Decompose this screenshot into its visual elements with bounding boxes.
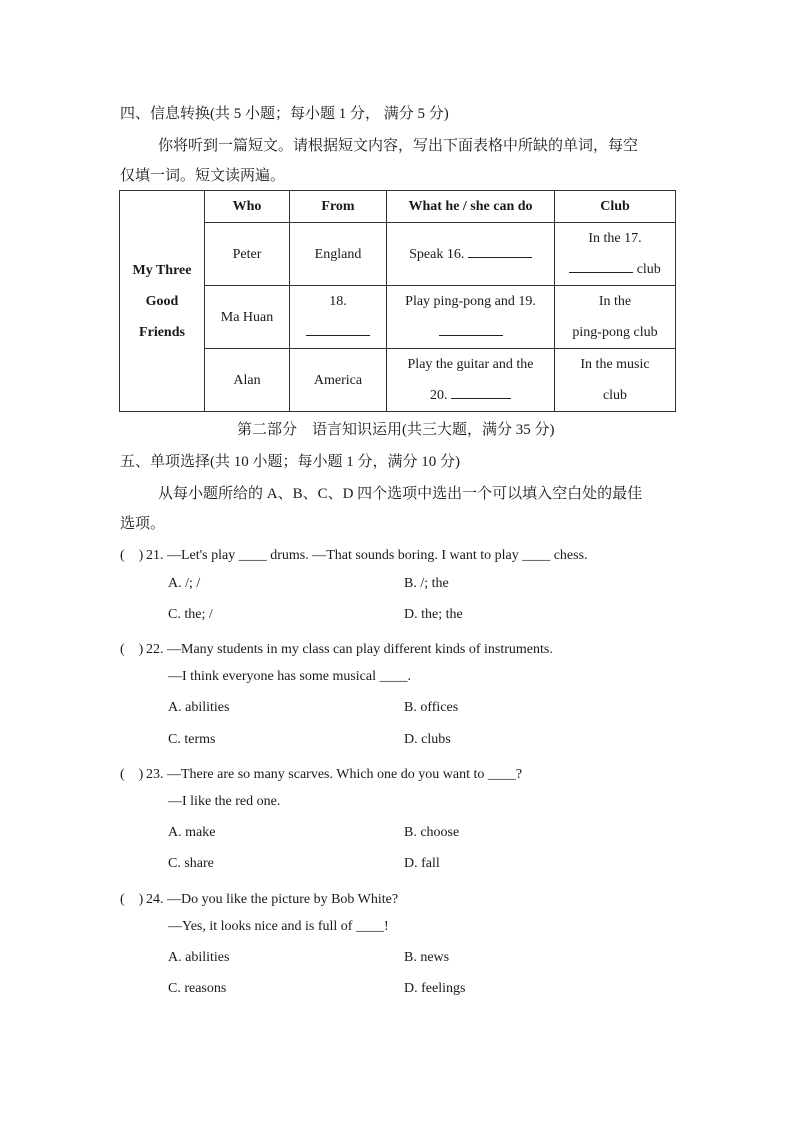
section5-instruction-line1: 从每小题所给的 A、B、C、D 四个选项中选出一个可以填入空白处的最佳 [158, 486, 643, 502]
club-line1: In the music [580, 357, 650, 372]
cell-from [290, 286, 387, 349]
option-d[interactable]: D. fall [404, 856, 440, 871]
question-24 [120, 888, 398, 908]
section4-title: 四、信息转换(共 5 小题；每小题 1 分， 满分 5 分) [120, 106, 449, 122]
club-line2: club [636, 262, 661, 277]
answer-paren[interactable]: ( ) [120, 548, 144, 563]
blank-16-label: Speak 16. [409, 246, 465, 262]
question-stem: 22. —Many students in my class can play different kinds of instruments. [146, 642, 553, 657]
option-c[interactable]: C. the; / [168, 607, 213, 622]
cell-who: Peter [205, 223, 290, 286]
cell-from: America [290, 349, 387, 412]
answer-blank-20[interactable] [451, 384, 511, 399]
section5-instruction-line2: 选项。 [120, 516, 166, 532]
part2-title: 第二部分 语言知识运用(共三大题，满分 35 分) [237, 422, 555, 438]
answer-paren[interactable]: ( ) [120, 892, 144, 907]
option-c[interactable]: C. reasons [168, 981, 227, 996]
option-d[interactable]: D. clubs [404, 732, 451, 747]
section4-instruction-line1: 你将听到一篇短文。请根据短文内容，写出下面表格中所缺的单词，每空 [158, 138, 639, 154]
can-do-line1: Play the guitar and the [407, 357, 534, 372]
header-who: Who [205, 191, 290, 223]
question-22 [120, 638, 553, 658]
header-club: Club [555, 191, 676, 223]
option-a[interactable]: A. abilities [168, 700, 230, 715]
option-a[interactable]: A. make [168, 825, 216, 840]
club-line1: In the [598, 294, 632, 309]
answer-blank-17[interactable] [569, 258, 633, 273]
cell-from: England [290, 223, 387, 286]
cell-club [555, 223, 676, 286]
header-can-do: What he / she can do [387, 191, 555, 223]
question-stem: 24. —Do you like the picture by Bob White? [146, 892, 399, 907]
question-reply: —I think everyone has some musical ____. [168, 669, 412, 684]
answer-paren[interactable]: ( ) [120, 642, 144, 657]
info-table [119, 190, 676, 412]
option-d[interactable]: D. feelings [404, 981, 466, 996]
cell-can-do [387, 223, 555, 286]
question-stem: 23. —There are so many scarves. Which one do you want to ____? [146, 767, 523, 782]
question-21 [120, 544, 588, 564]
cell-can-do [387, 286, 555, 349]
option-a[interactable]: A. /; / [168, 576, 201, 591]
club-line2: club [602, 388, 628, 403]
cell-who: Ma Huan [205, 286, 290, 349]
question-reply: —Yes, it looks nice and is full of ____! [168, 919, 389, 934]
row-label-line1: My Three [132, 262, 192, 278]
answer-blank-16[interactable] [468, 243, 532, 258]
cell-who: Alan [205, 349, 290, 412]
answer-blank-18[interactable] [306, 321, 370, 336]
row-label-line2: Good [145, 293, 179, 309]
header-from: From [290, 191, 387, 223]
table-row-label [120, 191, 205, 412]
option-b[interactable]: B. news [404, 950, 450, 965]
option-b[interactable]: B. /; the [404, 576, 449, 591]
cell-can-do [387, 349, 555, 412]
question-reply: —I like the red one. [168, 794, 281, 809]
club-line1: In the 17. [588, 231, 642, 246]
cell-club [555, 286, 676, 349]
question-23 [120, 763, 522, 783]
option-b[interactable]: B. offices [404, 700, 459, 715]
can-do-line1: Play ping-pong and 19. [405, 294, 536, 309]
row-label-line3: Friends [139, 324, 185, 340]
section5-title: 五、单项选择(共 10 小题；每小题 1 分，满分 10 分) [120, 454, 460, 470]
option-c[interactable]: C. terms [168, 732, 216, 747]
answer-blank-19[interactable] [439, 321, 503, 336]
option-a[interactable]: A. abilities [168, 950, 230, 965]
question-stem: 21. —Let's play ____ drums. —That sounds boring. I want to play ____ chess. [146, 548, 588, 563]
club-line2: ping-pong club [572, 325, 658, 340]
section4-instruction-line2: 仅填一词。短文读两遍。 [120, 168, 286, 184]
cell-club [555, 349, 676, 412]
option-c[interactable]: C. share [168, 856, 214, 871]
option-b[interactable]: B. choose [404, 825, 460, 840]
blank-20-label: 20. [430, 388, 448, 403]
answer-paren[interactable]: ( ) [120, 767, 144, 782]
blank-18-label: 18. [329, 294, 347, 309]
option-d[interactable]: D. the; the [404, 607, 463, 622]
